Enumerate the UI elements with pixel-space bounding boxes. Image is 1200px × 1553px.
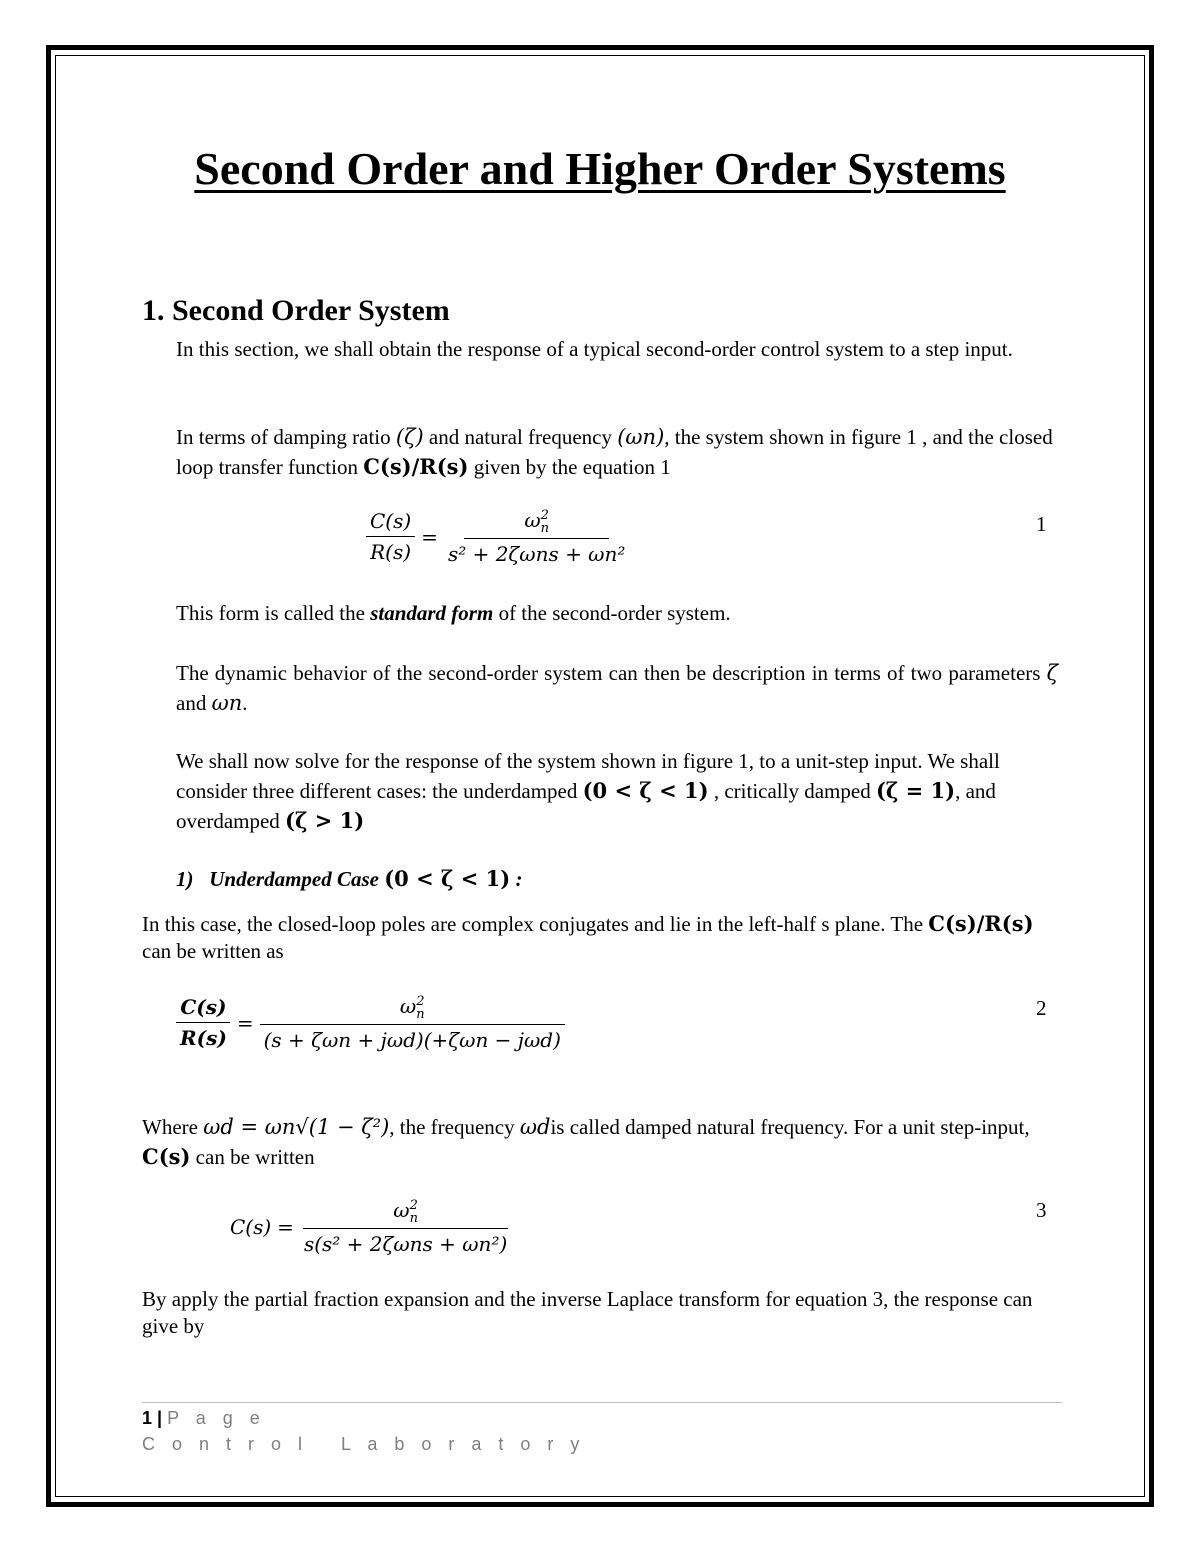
equation-3-number: 3 bbox=[1036, 1198, 1047, 1222]
damping-paragraph: In terms of damping ratio (ζ) and natural frequency (ωn), the system shown in figure 1 , and the closed loop transfer function C(s)/R(s) given by the equation 1 bbox=[176, 425, 1053, 479]
dynamic-behavior-paragraph: The dynamic behavior of the second-order system can then be description in terms of two parameters ζ and ωn. bbox=[176, 661, 1058, 715]
equation-1-number: 1 bbox=[1036, 512, 1047, 536]
document-title: Second Order and Higher Order Systems bbox=[194, 143, 1006, 194]
section-intro-paragraph: In this section, we shall obtain the response of a typical second-order control system to a step input. bbox=[176, 337, 1013, 361]
overdamped-range: (ζ > 1) bbox=[285, 808, 365, 833]
footer-divider bbox=[142, 1402, 1062, 1403]
omega-d-definition: ωd = ωn√(1 − ζ²) bbox=[203, 1115, 390, 1139]
partial-fraction-paragraph: By apply the partial fraction expansion and the inverse Laplace transform for equation 3, the response can give by bbox=[142, 1287, 1033, 1338]
footer-page-number: 1 | P a g e bbox=[142, 1408, 266, 1428]
standard-form-paragraph: This form is called the standard form of the second-order system. bbox=[176, 601, 731, 625]
equation-1: $\frac{C(s)}{R(s)}$ = ω 2 n s² + 2ζωns + ωn² bbox=[366, 508, 629, 566]
zeta-symbol: (ζ) bbox=[395, 425, 424, 449]
underdamped-range: (0 < ζ < 1) bbox=[582, 778, 709, 803]
cases-paragraph: We shall now solve for the response of the system shown in figure 1, to a unit-step input. We shall consider three different cases: the underdamped (0 < ζ < 1) , critically damped (ζ = 1), and overdamped (ζ > 1) bbox=[176, 749, 1000, 833]
transfer-function-ref: C(s)/R(s) bbox=[363, 454, 469, 479]
section-heading: 1. Second Order System bbox=[142, 294, 450, 327]
omega-n-symbol: (ωn) bbox=[617, 425, 665, 449]
equation-3: C(s) = ω 2 n s(s² + 2ζωns + ωn²) bbox=[230, 1197, 508, 1256]
equation-2: $\frac{C(s)}{R(s)}$ = ω 2 n (s + ζωn + jωd)(+ζωn − jωd) bbox=[176, 994, 565, 1052]
equation-2-number: 2 bbox=[1036, 996, 1047, 1020]
footer-lab-name: C o n t r o l L a b o r a t o r y bbox=[142, 1434, 586, 1454]
critically-damped-range: (ζ = 1) bbox=[875, 778, 956, 803]
underdamped-heading: 1) Underdamped Case (0 < ζ < 1) : bbox=[176, 866, 523, 891]
standard-form-term: standard form bbox=[370, 601, 494, 625]
damped-frequency-paragraph: Where ωd = ωn√(1 − ζ²), the frequency ωdis called damped natural frequency. For a unit step-input, C(s) can be written bbox=[142, 1115, 1030, 1169]
poles-paragraph: In this case, the closed-loop poles are complex conjugates and lie in the left-half s plane. The C(s)/R(s) can be written as bbox=[142, 911, 1034, 963]
